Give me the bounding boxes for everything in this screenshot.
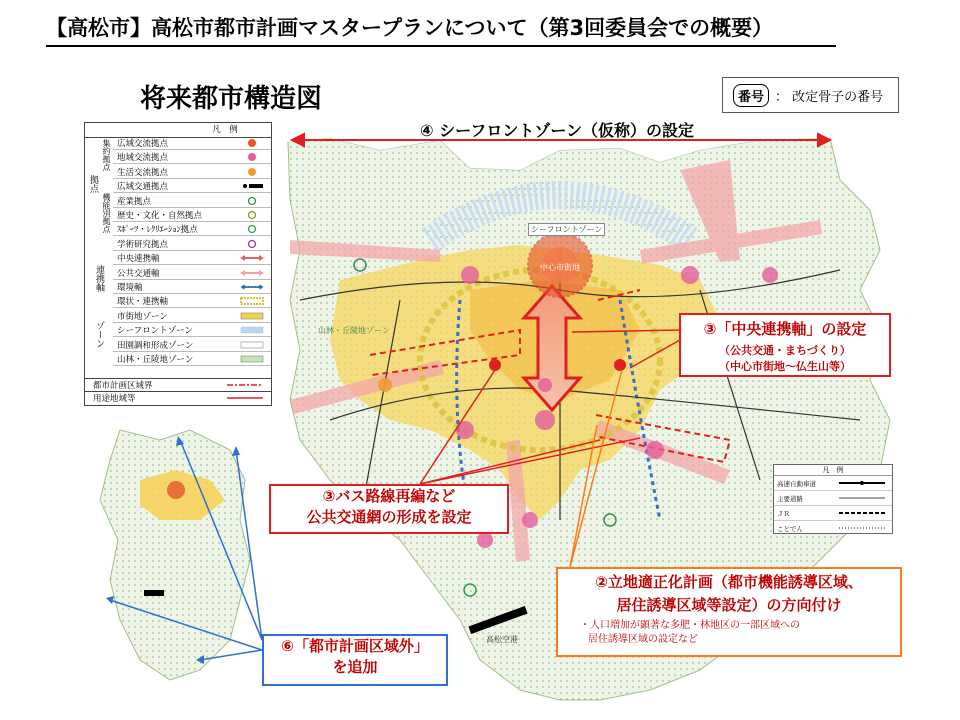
number-key-text: ： 改定骨子の番号 <box>775 89 884 105</box>
road-legend-jr-symbol <box>837 510 887 516</box>
legend-row-label: 環状・連携軸 <box>117 297 169 308</box>
siting-note2: 居住誘導区域の設定など <box>588 634 698 645</box>
number-key <box>722 77 899 113</box>
legend-row-symbol <box>235 340 269 350</box>
legend-row <box>113 166 271 179</box>
legend-row-label: 山林・丘陵地ゾーン <box>117 355 194 365</box>
map-legend <box>84 122 272 406</box>
legend-row-symbol <box>235 282 269 292</box>
legend-boundary-use-symbol <box>225 394 265 402</box>
road-legend-row <box>774 476 892 491</box>
central-axis-line1: （公共交通・まちづくり） <box>719 344 851 357</box>
legend-row-symbol <box>235 311 269 321</box>
siting-line1: ②立地適正化計画（都市機能誘導区域、 <box>595 573 863 591</box>
legend-row-symbol <box>235 167 269 177</box>
legend-row <box>113 137 271 150</box>
road-legend-main-road-symbol <box>837 495 887 501</box>
legend-group-concentration: 集約拠点 <box>102 139 111 171</box>
seafront-tag: シーフロントゾーン <box>528 223 605 236</box>
bus-annotation <box>269 484 509 534</box>
central-axis-title: ③「中央連携軸」の設定 <box>703 320 867 338</box>
legend-row-symbol <box>235 224 269 234</box>
legend-row-label: 中央連携軸 <box>117 254 160 265</box>
road-legend-kotoden-symbol <box>837 525 887 531</box>
road-legend-main-road: 主要道路 <box>777 494 803 503</box>
legend-row-label: 産業拠点 <box>117 196 152 207</box>
siting-annotation <box>556 567 902 657</box>
central-axis-line2: （中心市街地～仏生山等） <box>719 360 851 373</box>
legend-row <box>113 151 271 164</box>
bus-line1: ③バス路線再編など <box>322 487 456 505</box>
legend-row-symbol <box>235 296 269 306</box>
legend-row-symbol <box>235 210 269 220</box>
legend-row-label: 広域交通拠点 <box>117 182 169 193</box>
legend-group-zone: ゾーン <box>94 321 104 348</box>
road-legend-kotoden: ことでん <box>777 524 803 533</box>
legend-row-symbol <box>235 253 269 263</box>
legend-row-label: 市街地ゾーン <box>117 311 168 322</box>
legend-row <box>113 324 271 337</box>
legend-row <box>113 310 271 323</box>
legend-row <box>113 295 271 308</box>
legend-row-label: ｽﾎﾟｰﾂ・ﾚｸﾘｴｰｼｮﾝ拠点 <box>117 225 198 236</box>
legend-row-label: 環境軸 <box>117 283 143 293</box>
seafront-label: ④ シーフロントゾーン（仮称）の設定 <box>420 121 694 140</box>
legend-row <box>113 209 271 222</box>
legend-row <box>113 238 271 251</box>
legend-row-label: 歴史・文化・自然拠点 <box>117 211 203 221</box>
legend-bottom-city <box>85 378 271 391</box>
outside-annotation <box>262 634 448 686</box>
center-tag: 中心市街地 <box>540 263 580 272</box>
bus-line2: 公共交通網の形成を設定 <box>306 508 472 526</box>
number-key-badge: 番号 <box>733 84 769 107</box>
legend-boundary-city-symbol <box>225 381 265 389</box>
legend-group-function: 機能別拠点 <box>102 193 111 233</box>
outside-line1: ⑥「都市計画区域外」 <box>281 637 429 655</box>
legend-row-symbol <box>235 268 269 278</box>
legend-row-label: 生活交流拠点 <box>117 167 169 178</box>
outside-line2: を追加 <box>332 658 378 676</box>
inset-hub <box>167 481 185 499</box>
legend-group-axis: 連携軸 <box>94 265 104 292</box>
legend-row-label: 田園調和形成ゾーン <box>117 340 194 351</box>
road-legend-expressway-symbol <box>837 480 887 486</box>
legend-row-label: シーフロントゾーン <box>117 326 193 337</box>
central-axis-annotation <box>679 313 891 377</box>
legend-row-label: 学術研究拠点 <box>117 239 169 250</box>
airport-tag: 高松空港 <box>486 635 518 644</box>
slide-title: 【高松市】高松市都市計画マスタープランについて（第3回委員会での概要） <box>46 16 774 40</box>
legend-row <box>113 195 271 208</box>
legend-boundary-use-label: 用途地域等 <box>93 394 136 404</box>
siting-line2: 居住誘導区域等設定）の方向付け <box>616 596 842 614</box>
legend-row <box>113 180 271 193</box>
road-legend-row <box>774 491 892 506</box>
legend-row-label: 地域交流拠点 <box>117 153 169 164</box>
road-legend <box>773 464 893 534</box>
legend-row <box>113 223 271 236</box>
legend-row <box>113 339 271 352</box>
legend-row-symbol <box>235 239 269 249</box>
legend-bottom-use <box>85 391 271 404</box>
legend-row-symbol <box>235 354 269 364</box>
legend-row <box>113 252 271 265</box>
legend-row <box>113 281 271 294</box>
legend-row-label: 公共交通軸 <box>117 268 160 279</box>
road-legend-row <box>774 506 892 521</box>
road-legend-header: 凡 例 <box>774 465 892 476</box>
map-title: 将来都市構造図 <box>140 84 323 114</box>
road-legend-jr: ＪＲ <box>777 509 790 518</box>
mountain-zone-tag: 山林・丘陵地ゾーン <box>318 326 390 335</box>
road-legend-row <box>774 521 892 535</box>
legend-row <box>113 353 271 366</box>
legend-row <box>113 267 271 280</box>
legend-row-symbol <box>235 138 269 148</box>
legend-row-label: 広域交流拠点 <box>117 139 169 149</box>
legend-row-symbol <box>235 325 269 335</box>
legend-header <box>85 123 271 138</box>
legend-group-hub: 拠点 <box>88 175 98 193</box>
road-legend-expressway: 高速自動車道 <box>777 479 816 488</box>
legend-header-text: 凡 例 <box>212 125 238 135</box>
inset-airport <box>144 590 164 596</box>
legend-row-symbol <box>235 196 269 206</box>
legend-boundary-city-label: 都市計画区域界 <box>93 381 153 391</box>
legend-row-symbol <box>235 181 269 191</box>
legend-row-symbol <box>235 152 269 162</box>
siting-note1: ・人口増加が顕著な多肥・林地区の一部区域への <box>580 620 800 631</box>
